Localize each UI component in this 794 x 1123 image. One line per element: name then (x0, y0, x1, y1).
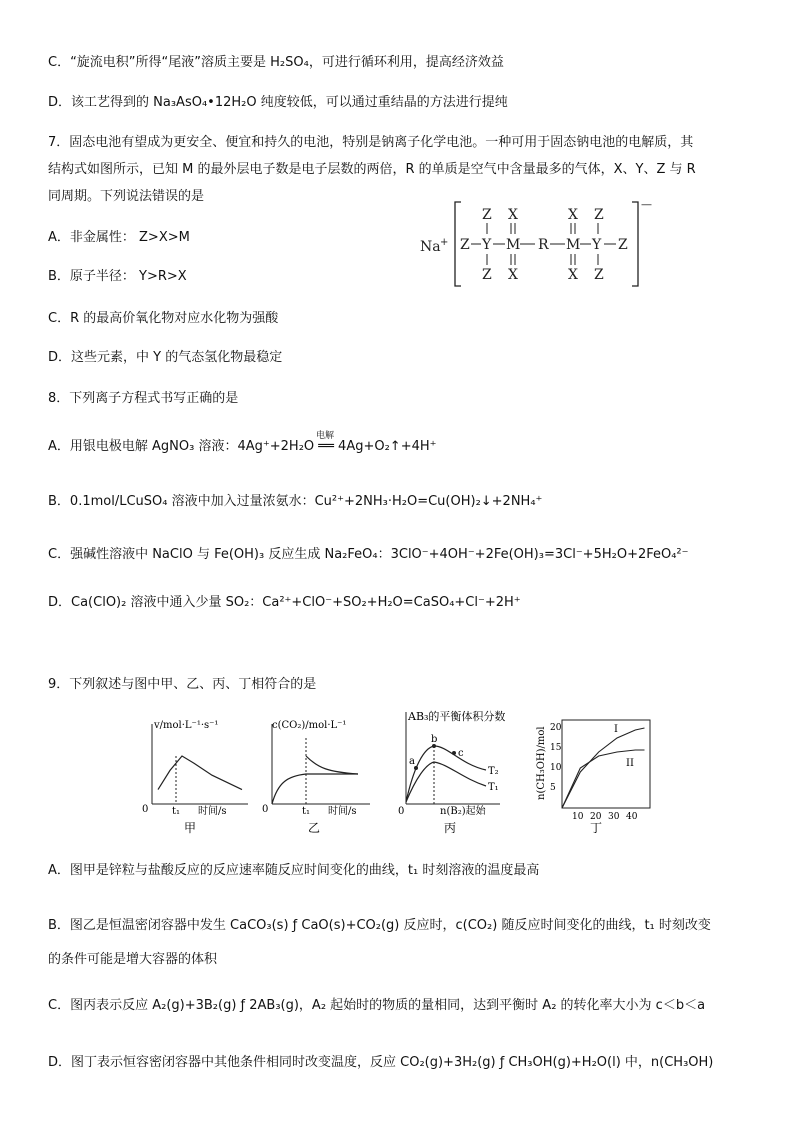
sodium-cation: Na (420, 239, 441, 255)
svg-text:X: X (568, 207, 578, 223)
q7-stem-line3: 同周期。下列说法错误的是 (48, 189, 205, 204)
label-series-i: I (614, 724, 618, 735)
chart-jia-xlabel: 时间/s (198, 806, 227, 817)
svg-text:Z: Z (594, 267, 604, 283)
svg-text:10: 10 (572, 812, 584, 822)
q7-stem-line2: 结构式如图所示，已知 M 的最外层电子数是电子层数的两倍，R 的单质是空气中含量最多的气体，X、Y、Z 与 R (48, 162, 696, 177)
q6-option-c: C．“旋流电积”所得“尾液”溶质主要是 H₂SO₄，可进行循环利用，提高经济效益 (48, 55, 504, 70)
svg-text:Z: Z (460, 237, 470, 253)
q9-option-a: A．图甲是锌粒与盐酸反应的反应速率随反应时间变化的曲线，t₁ 时刻溶液的温度最高 (48, 863, 540, 878)
q9-option-c: C．图丙表示反应 A₂(g)+3B₂(g) ƒ 2AB₃(g)，A₂ 起始时的物质的量相同，达到平衡时 A₂ 的转化率大小为 c＜b＜a (48, 998, 706, 1013)
chart-bing (396, 706, 508, 834)
svg-text:Y: Y (482, 237, 492, 253)
q8-option-d: D．Ca(ClO)₂ 溶液中通入少量 SO₂：Ca²⁺+ClO⁻+SO₂+H₂O=CaSO₄+Cl⁻+2H⁺ (48, 595, 521, 610)
chart-jia-xtick: t₁ (172, 806, 181, 817)
svg-text:Z: Z (482, 267, 492, 283)
q9-option-b-line2: 的条件可能是增大容器的体积 (48, 952, 218, 967)
q9-option-d: D．图丁表示恒容密闭容器中其他条件相同时改变温度，反应 CO₂(g)+3H₂(g) ƒ CH₃OH(g)+H₂O(l) 中，n(CH₃OH) (48, 1055, 714, 1070)
q9-option-b-line1: B．图乙是恒温密闭容器中发生 CaCO₃(s) ƒ CaO(s)+CO₂(g) 反应时，c(CO₂) 随反应时间变化的曲线，t₁ 时刻改变 (48, 918, 711, 933)
svg-text:c: c (458, 748, 464, 759)
svg-text:30: 30 (608, 812, 620, 822)
chart-ding (532, 712, 656, 834)
svg-text:0: 0 (398, 806, 405, 817)
q7-option-a: A．非金属性： Z>X>M (48, 230, 190, 245)
q8-option-a: A．用银电极电解 AgNO₃ 溶液：4Ag⁺+2H₂O ══ 4Ag+O₂↑+4H⁺ (48, 439, 437, 454)
svg-text:20: 20 (550, 723, 562, 733)
svg-text:Z: Z (618, 237, 628, 253)
label-t1: T₁ (488, 782, 499, 793)
chart-jia-caption: 甲 (184, 821, 197, 834)
chart-yi-xtick: t₁ (302, 806, 311, 817)
svg-text:0: 0 (262, 804, 269, 815)
chart-bing-caption: 丙 (444, 821, 457, 834)
q8-option-c: C．强碱性溶液中 NaClO 与 Fe(OH)₃ 反应生成 Na₂FeO₄：3ClO⁻+4OH⁻+2Fe(OH)₃=3Cl⁻+5H₂O+2FeO₄²⁻ (48, 547, 689, 562)
chart-ding-caption: 丁 (590, 821, 603, 834)
svg-text:Y: Y (592, 237, 602, 253)
svg-text:X: X (508, 207, 518, 223)
svg-text:M: M (506, 237, 521, 253)
svg-text:—: — (641, 198, 652, 211)
svg-text:5: 5 (550, 783, 556, 793)
svg-text:0: 0 (142, 804, 149, 815)
chart-yi-xlabel: 时间/s (328, 806, 357, 817)
chart-jia (140, 712, 252, 834)
svg-text:+: + (440, 237, 449, 248)
chart-bing-xlabel: n(B₂)起始 (440, 806, 486, 817)
label-series-ii: II (626, 758, 634, 769)
label-t2: T₂ (488, 766, 499, 777)
q6-option-d: D．该工艺得到的 Na₃AsO₄•12H₂O 纯度较低，可以通过重结晶的方法进行提纯 (48, 95, 508, 110)
q7-stem-line1: 7．固态电池有望成为更安全、便宜和持久的电池，特别是钠离子化学电池。一种可用于固态钠电池的电解质，其 (48, 135, 694, 150)
svg-text:b: b (431, 734, 438, 745)
svg-text:10: 10 (550, 763, 562, 773)
point-c (452, 751, 456, 755)
q8-electrolysis-condition: 电解 (316, 431, 335, 441)
q8-option-b: B．0.1mol/LCuSO₄ 溶液中加入过量浓氨水：Cu²⁺+2NH₃·H₂O=Cu(OH)₂↓+2NH₄⁺ (48, 494, 543, 509)
svg-text:Z: Z (594, 207, 604, 223)
chart-jia-curve (158, 756, 242, 790)
chart-jia-ylabel: v/mol·L⁻¹·s⁻¹ (154, 720, 219, 731)
chart-ding-ylabel: n(CH₃OH)/mol (536, 726, 547, 800)
q9-stem: 9．下列叙述与图中甲、乙、丙、丁相符合的是 (48, 677, 317, 692)
chart-bing-ylabel: AB₃的平衡体积分数 (408, 710, 506, 723)
svg-text:15: 15 (550, 743, 562, 753)
chart-yi (258, 712, 378, 834)
chart-yi-caption: 乙 (308, 821, 321, 834)
chart-yi-ylabel: c(CO₂)/mol·L⁻¹ (272, 720, 347, 731)
electrolyte-structure (418, 196, 658, 292)
svg-text:40: 40 (626, 812, 638, 822)
svg-text:R: R (538, 237, 549, 253)
q8-stem: 8．下列离子方程式书写正确的是 (48, 391, 239, 406)
svg-text:20: 20 (590, 812, 602, 822)
chart-yi-drop (306, 756, 358, 774)
chart-bing-t2-curve (406, 746, 486, 802)
q7-option-c: C．R 的最高价氧化物对应水化物为强酸 (48, 311, 279, 326)
svg-text:Z: Z (482, 207, 492, 223)
svg-text:M: M (566, 237, 581, 253)
svg-text:a: a (409, 756, 415, 767)
chart-yi-curve (272, 774, 358, 804)
svg-text:X: X (508, 267, 518, 283)
q7-option-b: B．原子半径： Y>R>X (48, 269, 187, 284)
svg-text:X: X (568, 267, 578, 283)
q7-option-d: D．这些元素，中 Y 的气态氢化物最稳定 (48, 350, 283, 365)
